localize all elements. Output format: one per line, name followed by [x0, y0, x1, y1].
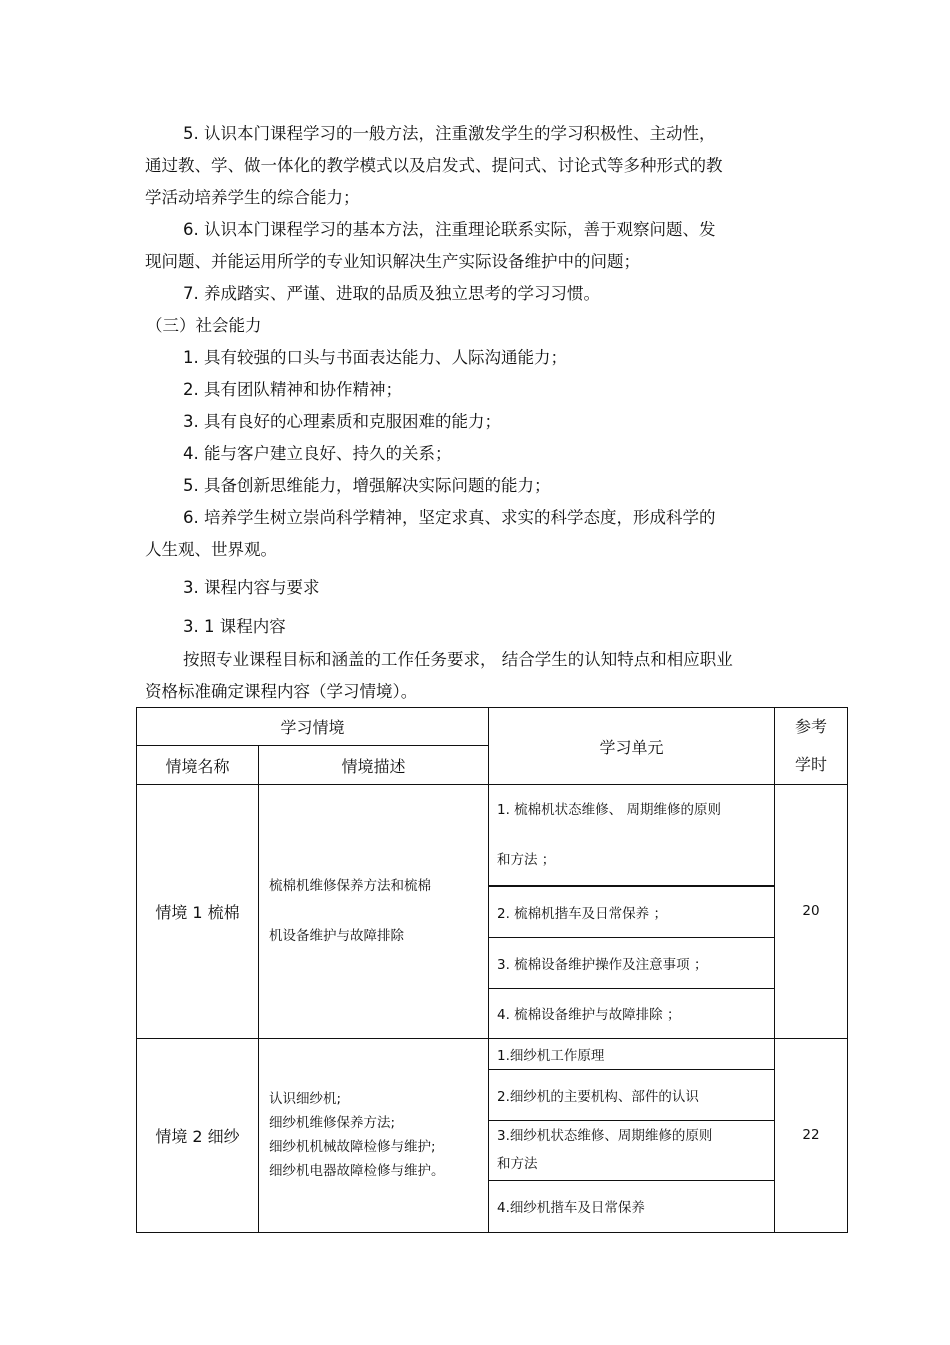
header-hours — [775, 708, 848, 785]
table-row — [137, 785, 848, 887]
unit-line: 1. 梳棉机状态维修、 周期维修的原则 — [497, 802, 721, 818]
header-name: 情境名称 — [137, 746, 259, 785]
paragraph-line: 人生观、世界观。 — [145, 540, 277, 559]
unit-cell: 2.细纱机的主要机构、部件的认识 — [489, 1069, 775, 1120]
paragraph-line: 5. 认识本门课程学习的一般方法，注重激发学生的学习积极性、主动性， — [183, 124, 716, 143]
list-item: 5. 具备创新思维能力，增强解决实际问题的能力； — [183, 476, 551, 495]
unit-line: 和方法 ； — [497, 852, 556, 868]
unit-line: 和方法 — [497, 1156, 538, 1172]
unit-cell — [489, 785, 775, 887]
description-line: 细纱机电器故障检修与维护。 — [269, 1163, 445, 1179]
list-item: 3. 具有良好的心理素质和克服困难的能力； — [183, 412, 501, 431]
situation-description — [259, 1038, 489, 1232]
unit-cell: 1.细纱机工作原理 — [489, 1038, 775, 1069]
paragraph-line: 资格标准确定课程内容（学习情境）。 — [145, 682, 418, 701]
description-line: 细纱机维修保养方法; — [269, 1115, 396, 1131]
table-row — [137, 1038, 848, 1069]
paragraph-line: 学活动培养学生的综合能力； — [145, 188, 360, 207]
paragraph-line: 按照专业课程目标和涵盖的工作任务要求， 结合学生的认知特点和相应职业 — [183, 650, 733, 669]
list-item: 6. 培养学生树立崇尚科学精神，坚定求真、求实的科学态度，形成科学的 — [183, 508, 716, 527]
hours-cell: 22 — [775, 1038, 848, 1232]
description-line: 机设备维护与故障排除 — [269, 928, 404, 945]
header-hours-line2: 学时 — [795, 755, 828, 774]
description-line: 细纱机机械故障检修与维护; — [269, 1139, 436, 1155]
unit-cell: 3. 梳棉设备维护操作及注意事项 ； — [489, 937, 775, 988]
section-heading: 3. 课程内容与要求 — [183, 578, 320, 597]
situation-name: 情境 1 梳棉 — [137, 785, 259, 1039]
table-header-row — [137, 708, 848, 746]
situation-name: 情境 2 细纱 — [137, 1038, 259, 1232]
section-heading: （三）社会能力 — [146, 316, 262, 335]
header-unit: 学习单元 — [489, 708, 775, 785]
unit-cell: 4. 梳棉设备维护与故障排除 ； — [489, 988, 775, 1038]
paragraph-line: 6. 认识本门课程学习的基本方法，注重理论联系实际，善于观察问题、发 — [183, 220, 716, 239]
paragraph-line: 通过教、学、做一体化的教学模式以及启发式、提问式、讨论式等多种形式的教 — [145, 156, 723, 175]
list-item: 1. 具有较强的口头与书面表达能力、人际沟通能力； — [183, 348, 567, 367]
header-description: 情境描述 — [259, 746, 489, 785]
course-content-table — [136, 707, 848, 1233]
list-item: 2. 具有团队精神和协作精神； — [183, 380, 402, 399]
hours-cell: 20 — [775, 785, 848, 1039]
situation-description — [259, 785, 489, 1039]
unit-cell — [489, 1120, 775, 1180]
paragraph-line: 现问题、并能运用所学的专业知识解决生产实际设备维护中的问题； — [145, 252, 640, 271]
header-hours-line1: 参考 — [795, 717, 828, 736]
description-line: 梳棉机维修保养方法和梳棉 — [269, 878, 431, 895]
paragraph-line: 7. 养成踏实、严谨、进取的品质及独立思考的学习习惯。 — [183, 284, 600, 303]
header-situation: 学习情境 — [137, 708, 489, 746]
unit-line: 3.细纱机状态维修、周期维修的原则 — [497, 1128, 713, 1144]
description-line: 认识细纱机; — [269, 1091, 342, 1107]
subsection-heading: 3. 1 课程内容 — [183, 617, 286, 636]
unit-cell: 4.细纱机揩车及日常保养 — [489, 1180, 775, 1232]
list-item: 4. 能与客户建立良好、持久的关系； — [183, 444, 452, 463]
unit-cell: 2. 梳棉机揩车及日常保养 ； — [489, 886, 775, 937]
